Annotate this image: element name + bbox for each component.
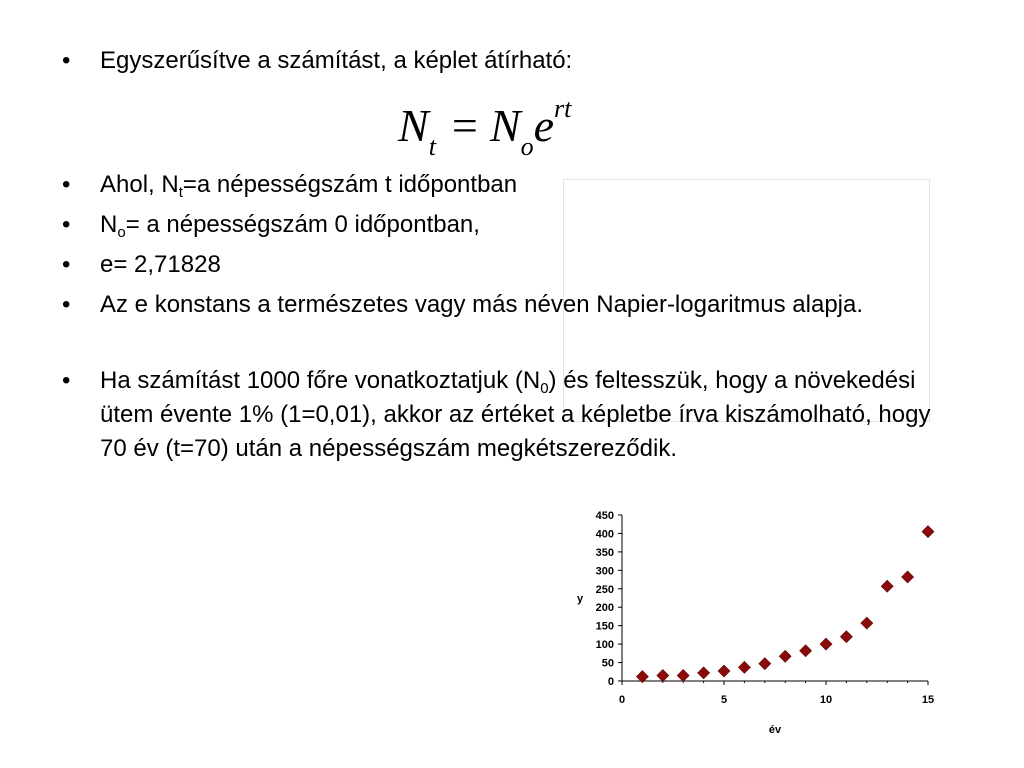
population-growth-chart <box>560 505 950 745</box>
bullet-example-pre: Ha számítást 1000 főre vonatkoztatjuk (N <box>100 367 541 394</box>
data-point <box>922 526 934 538</box>
bullet-nt-definition <box>100 168 950 202</box>
data-point <box>840 631 852 643</box>
data-point <box>861 617 873 629</box>
bullet-no-definition <box>100 208 950 242</box>
bullet-e-text: e= 2,71828 <box>100 251 221 278</box>
bullet-example <box>100 364 950 466</box>
bullet-example-post: ) és feltesszük, hogy a növekedési ütem évente 1% (1=0,01), akkor az értéket a képletbe írva kiszámolható, hogy 70 év (t=70) után a népességszám megkétszereződik. <box>100 367 931 462</box>
data-point <box>677 669 689 681</box>
y-tick-label: 150 <box>595 620 614 633</box>
data-point <box>718 665 730 677</box>
y-tick-label: 100 <box>595 639 614 652</box>
bullet-intro-text: Egyszerűsítve a számítást, a képlet átírható: <box>100 47 573 74</box>
y-tick-label: 50 <box>601 657 614 670</box>
data-point <box>779 650 791 662</box>
formula-rhs-sub: o <box>520 132 534 161</box>
data-point <box>698 667 710 679</box>
bullet-nt-pre: Ahol, N <box>100 171 179 198</box>
data-point <box>657 669 669 681</box>
data-point <box>759 658 771 670</box>
x-tick-label: 10 <box>819 694 833 706</box>
bullet-no-pre: N <box>100 211 118 238</box>
y-tick-label: 350 <box>595 546 614 559</box>
formula-exponent: rt <box>553 94 572 123</box>
y-tick-label: 200 <box>595 602 614 615</box>
formula-lhs: N <box>398 100 429 151</box>
exponential-growth-formula <box>398 94 618 161</box>
bullet-e-value <box>100 248 950 282</box>
x-axis-label: év <box>768 724 782 736</box>
bullet-intro <box>100 44 950 78</box>
y-tick-label: 450 <box>595 510 614 522</box>
y-tick-label: 250 <box>595 583 614 596</box>
data-point <box>738 661 750 673</box>
data-point <box>902 571 914 583</box>
formula-base: e <box>533 100 554 151</box>
y-tick-label: 400 <box>595 528 614 541</box>
bullet-example-sub: 0 <box>540 380 549 397</box>
bullet-no-post: = a népességszám 0 időpontban, <box>125 211 480 238</box>
x-tick-label: 0 <box>618 694 626 706</box>
y-tick-label: 0 <box>607 676 614 688</box>
formula-equals: = <box>451 100 478 151</box>
bullet-e-constant <box>100 288 950 322</box>
bullet-no-sub: o <box>117 224 126 241</box>
data-point <box>820 638 832 650</box>
bullet-nt-sub: t <box>178 184 183 201</box>
y-tick-label: 300 <box>595 565 614 578</box>
formula-rhs: N <box>489 100 521 151</box>
x-tick-label: 15 <box>921 694 935 706</box>
y-axis-label: y <box>576 593 584 605</box>
bullet-e-constant-text: Az e konstans a természetes vagy más néven Napier-logaritmus alapja. <box>100 291 864 318</box>
data-point <box>800 645 812 657</box>
formula-lhs-sub: t <box>428 132 436 161</box>
x-tick-label: 5 <box>720 694 728 706</box>
bullet-nt-post: =a népességszám t időpontban <box>182 171 518 198</box>
data-point <box>881 580 893 592</box>
